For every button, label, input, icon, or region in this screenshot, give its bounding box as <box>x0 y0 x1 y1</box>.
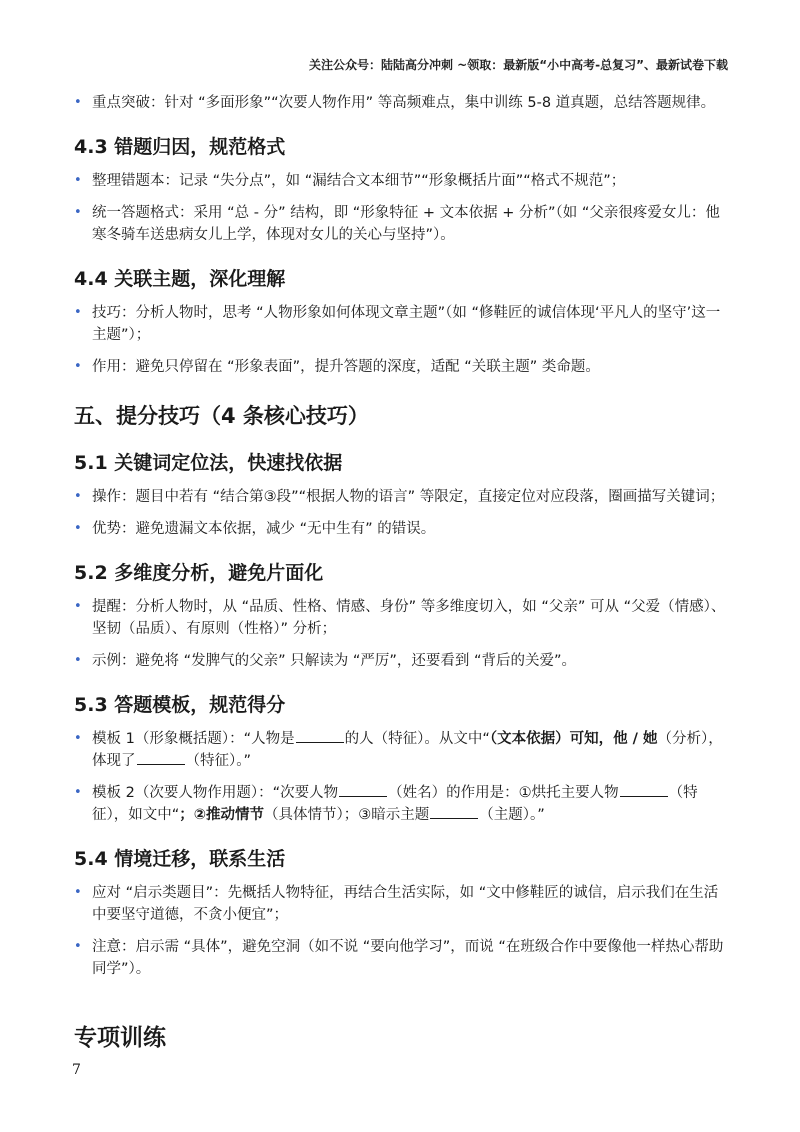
blank-line <box>620 782 668 797</box>
list-item <box>74 882 726 926</box>
bullet-icon: • <box>74 785 82 800</box>
template-text: （特征）。” <box>185 753 252 769</box>
template-text: （姓名）的作用是：①烘托主要人物 <box>388 785 619 801</box>
list-item <box>74 202 726 246</box>
bullet-icon: • <box>74 359 82 374</box>
template-text: （分析），体现了 <box>92 731 723 769</box>
template-text: 模板 2（次要人物作用题）：“次要人物 <box>92 785 339 801</box>
bullet-icon: • <box>74 95 82 110</box>
bullet-text: 重点突破：针对 “多面形象”“次要人物作用” 等高频难点，集中训练 5-8 道真题，总结答题规律。 <box>92 95 716 111</box>
template-item-2 <box>74 782 726 826</box>
list-item <box>74 596 726 640</box>
template-bold-text: ；②推动情节 <box>179 807 265 823</box>
bullet-text: 技巧：分析人物时，思考 “人物形象如何体现文章主题”（如 “修鞋匠的诚信体现‘平凡人的坚守’这一主题”）； <box>92 305 721 343</box>
list-item <box>74 92 726 114</box>
bullet-icon: • <box>74 885 82 900</box>
section-heading-4-3: 4.3 错题归因，规范格式 <box>74 136 286 158</box>
blank-line <box>137 750 185 765</box>
bullet-text: 提醒：分析人物时，从 “品质、性格、情感、身份” 等多维度切入，如 “父亲” 可从 “父爱（情感）、坚韧（品质）、有原则（性格）” 分析； <box>92 599 726 637</box>
bullet-icon: • <box>74 489 82 504</box>
list-item <box>74 936 726 980</box>
bullet-text: 操作：题目中若有 “结合第③段”“根据人物的语言” 等限定，直接定位对应段落，圈画描写关键词； <box>92 489 725 505</box>
section-heading-5-1: 5.1 关键词定位法，快速找依据 <box>74 452 343 474</box>
template-text: 模板 1（形象概括题）：“人物是 <box>92 731 295 747</box>
chapter-heading-5: 五、提分技巧（4 条核心技巧） <box>74 404 369 428</box>
template-text: （主题）。” <box>479 807 545 823</box>
list-item <box>74 518 726 540</box>
bullet-icon: • <box>74 173 82 188</box>
section-heading-5-2: 5.2 多维度分析，避免片面化 <box>74 562 324 584</box>
training-heading: 专项训练 <box>74 1025 166 1051</box>
list-item <box>74 302 726 346</box>
bullet-icon: • <box>74 939 82 954</box>
template-text: 的人（特征）。从文中“ <box>344 731 490 747</box>
bullet-icon: • <box>74 521 82 536</box>
list-item <box>74 356 726 378</box>
bullet-icon: • <box>74 305 82 320</box>
page-content <box>74 92 726 1066</box>
bullet-icon: • <box>74 599 82 614</box>
template-text: （具体情节）；③暗示主题 <box>264 807 430 823</box>
bullet-text: 作用：避免只停留在 “形象表面”，提升答题的深度，适配 “关联主题” 类命题。 <box>92 359 600 375</box>
bullet-icon: • <box>74 205 82 220</box>
template-item-1 <box>74 728 726 772</box>
blank-line <box>430 804 478 819</box>
bullet-text: 整理错题本：记录 “失分点”，如 “漏结合文本细节”“形象概括片面”“格式不规范”； <box>92 173 626 189</box>
blank-line <box>296 728 344 743</box>
section-heading-5-3: 5.3 答题模板，规范得分 <box>74 694 286 716</box>
list-item <box>74 650 726 672</box>
page-number: 7 <box>72 1062 81 1078</box>
list-item <box>74 486 726 508</box>
blank-line <box>339 782 387 797</box>
bullet-text: 应对 “启示类题目”：先概括人物特征，再结合生活实际，如 “文中修鞋匠的诚信，启示我们在生活中要坚守道德，不贪小便宜”； <box>92 885 719 923</box>
list-item <box>74 170 726 192</box>
template-text: （特征），如文中“ <box>92 785 698 823</box>
bullet-text: 示例：避免将 “发脾气的父亲” 只解读为 “严厉”，还要看到 “背后的关爱”。 <box>92 653 577 669</box>
bullet-icon: • <box>74 653 82 668</box>
bullet-text: 注意：启示需 “具体”，避免空洞（如不说 “要向他学习”，而说 “在班级合作中要像他一样热心帮助同学”）。 <box>92 939 724 977</box>
bullet-text: 统一答题格式：采用 “总 - 分” 结构，即 “形象特征 + 文本依据 + 分析”（如 “父亲很疼爱女儿：他寒冬骑车送患病女儿上学，体现对女儿的关心与坚持”）。 <box>92 205 720 243</box>
section-heading-4-4: 4.4 关联主题，深化理解 <box>74 268 286 290</box>
template-bold-text: （文本依据）可知，他 / 她 <box>489 731 658 747</box>
bullet-icon: • <box>74 731 82 746</box>
bullet-text: 优势：避免遗漏文本依据，减少 “无中生有” 的错误。 <box>92 521 436 537</box>
page-header: 关注公众号：陆陆高分冲刺 ~领取：最新版“小中高考-总复习”、最新试卷下载 <box>309 58 728 72</box>
section-heading-5-4: 5.4 情境迁移，联系生活 <box>74 848 286 870</box>
